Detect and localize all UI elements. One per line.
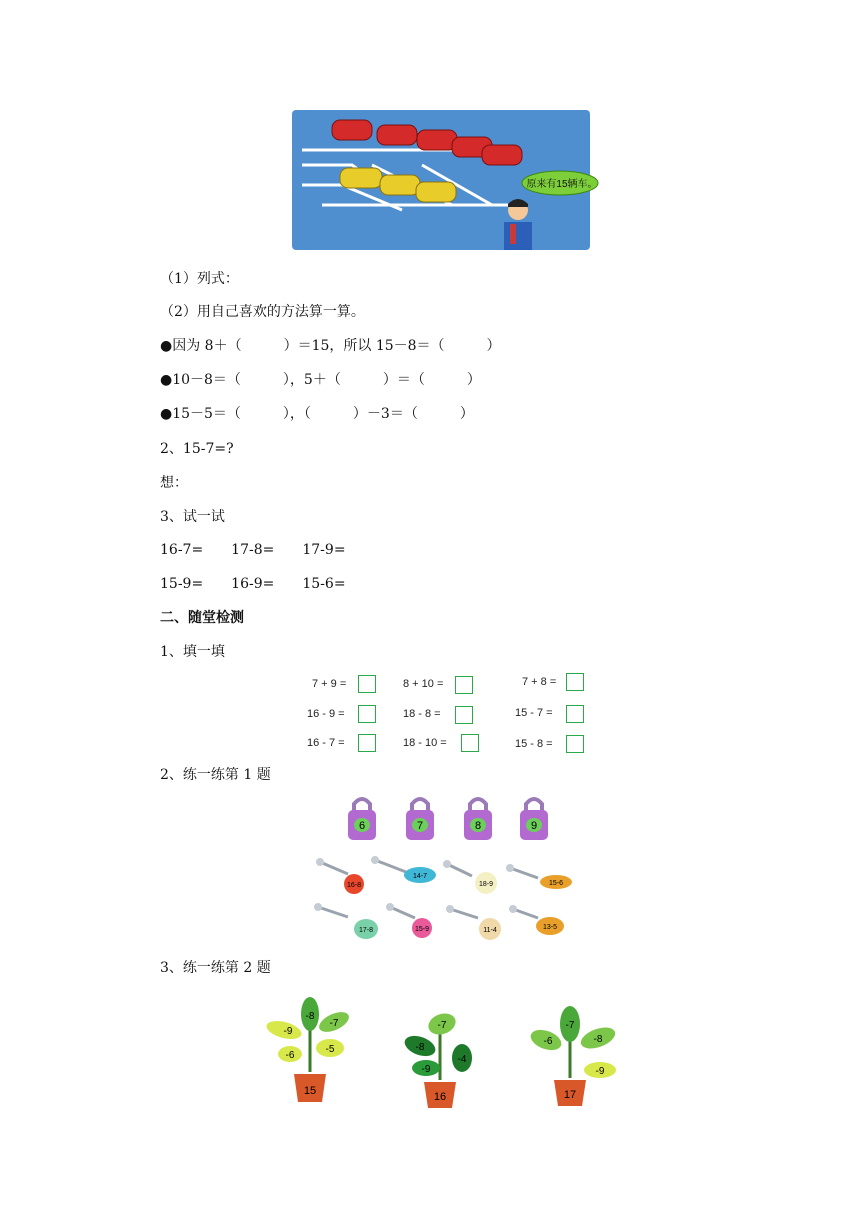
leaf-number: -7 [437, 1020, 447, 1031]
leaf-number: -7 [329, 1018, 339, 1029]
line-expression: （1）列式： [160, 271, 239, 287]
leaf-number: -9 [283, 1026, 293, 1037]
key [386, 903, 432, 938]
leaf-number: -7 [565, 1020, 575, 1031]
leaf-number: -4 [457, 1054, 467, 1065]
answer-box[interactable] [566, 705, 584, 723]
leaf-number: -8 [593, 1034, 603, 1045]
key [443, 860, 497, 894]
lock [406, 799, 434, 840]
answer-box[interactable] [566, 735, 584, 753]
pot-number: 17 [563, 1089, 577, 1101]
equation: 16 - 7 = [307, 737, 345, 749]
line-bullet-1: ●因为 8＋（ ）＝15，所以 15－8＝（ ） [160, 338, 501, 354]
pot-number: 16 [433, 1091, 447, 1103]
line-practice-2: 3、练一练第 2 题 [160, 960, 271, 976]
lock [348, 799, 376, 840]
equation: 8 + 10 = [403, 678, 444, 690]
equation: 18 - 10 = [403, 737, 447, 749]
key-expression: 11-4 [483, 927, 497, 934]
key-expression: 16-8 [346, 882, 362, 889]
line-bullet-2: ●10－8＝（ ），5＋（ ）＝（ ） [160, 372, 481, 388]
equation: 16 - 9 = [307, 708, 345, 720]
answer-box[interactable] [455, 676, 473, 694]
key [316, 858, 364, 894]
leaf-number: -8 [415, 1042, 425, 1053]
answer-box[interactable] [358, 705, 376, 723]
equation: 7 + 8 = [522, 676, 557, 688]
speech-bubble-text: 原来有15辆车。 [526, 179, 598, 190]
line-question-2: 2、15-7=? [160, 441, 234, 457]
answer-box[interactable] [461, 734, 479, 752]
equation: 7 + 9 = [312, 678, 347, 690]
key [371, 856, 436, 883]
key [446, 905, 501, 940]
plant-1 [262, 992, 358, 1104]
leaf-number: -9 [421, 1064, 431, 1075]
parking-lot-illustration [292, 110, 598, 250]
key-expression: 18-9 [478, 881, 494, 888]
locks-and-keys [310, 792, 590, 947]
line-calc-instruction: （2）用自己喜欢的方法算一算。 [160, 304, 365, 320]
answer-box[interactable] [566, 673, 584, 691]
leaf-number: -9 [595, 1066, 605, 1077]
line-think: 想： [160, 475, 188, 491]
plant-3 [520, 1000, 624, 1108]
equation: 18 - 8 = [403, 708, 441, 720]
leaf-number: -6 [543, 1036, 553, 1047]
key-expression: 15-9 [414, 926, 430, 933]
line-bullet-3: ●15－5＝（ ），（ ）－3＝（ ） [160, 406, 474, 422]
line-practice-1: 2、练一练第 1 题 [160, 767, 271, 783]
plant-2 [392, 1002, 488, 1110]
leaf-number: -5 [325, 1044, 335, 1055]
pot-number: 15 [303, 1085, 317, 1097]
key-expression: 13-5 [542, 924, 558, 931]
answer-box[interactable] [455, 706, 473, 724]
key-expression: 17-8 [358, 927, 374, 934]
section-heading: 二、随堂检测 [160, 610, 244, 626]
key-expression: 14-7 [412, 873, 428, 880]
key [509, 905, 564, 935]
leaf-number: -8 [305, 1011, 315, 1022]
key [506, 864, 572, 889]
teacher-figure [504, 199, 532, 250]
equation: 15 - 8 = [515, 738, 553, 750]
lock [464, 799, 492, 840]
lock-number: 8 [474, 820, 482, 832]
answer-box[interactable] [358, 734, 376, 752]
key-expression: 15-6 [548, 880, 564, 887]
lock [520, 799, 548, 840]
line-try: 3、试一试 [160, 509, 225, 525]
lock-number: 9 [530, 820, 538, 832]
line-try-row-2: 15-9= 16-9= 15-6= [160, 576, 346, 592]
lock-number: 7 [416, 820, 424, 832]
line-try-row-1: 16-7= 17-8= 17-9= [160, 542, 346, 558]
leaf-number: -6 [285, 1050, 295, 1061]
key [314, 903, 378, 939]
lock-number: 6 [358, 820, 366, 832]
line-fill-in: 1、填一填 [160, 644, 225, 660]
equation: 15 - 7 = [515, 707, 553, 719]
answer-box[interactable] [358, 675, 376, 693]
